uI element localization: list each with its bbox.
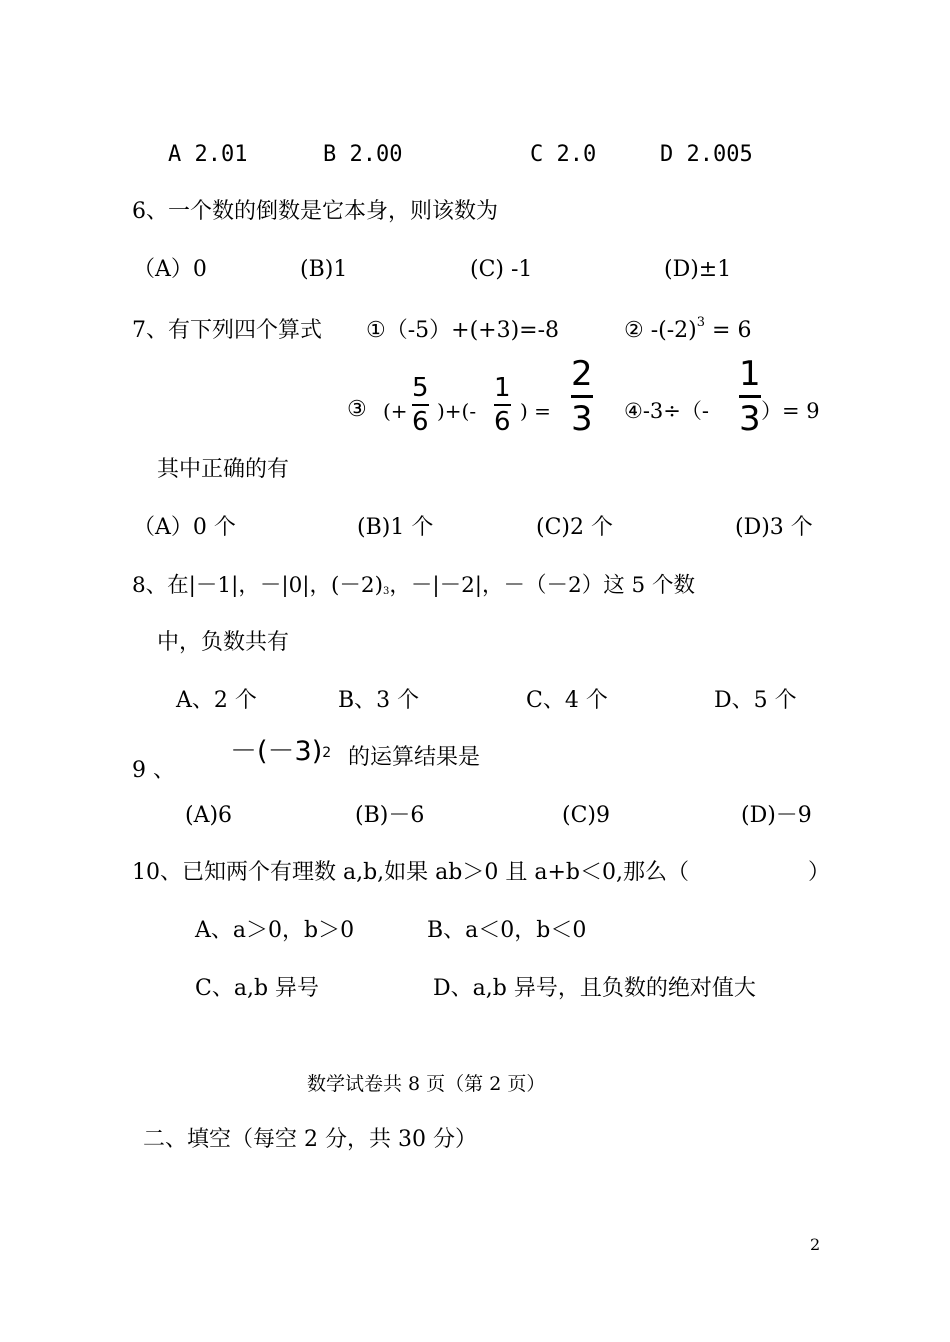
q8-option-c: C、4 个 — [526, 688, 608, 713]
q7-expression-3-label: ③ — [347, 397, 367, 422]
fraction-bar — [739, 395, 761, 398]
q8-option-a: A、2 个 — [176, 688, 257, 713]
q7-stem: 7、有下列四个算式 — [132, 318, 322, 343]
q10-close-paren: ） — [808, 860, 831, 885]
fraction-bar — [494, 404, 511, 406]
q6-option-b: (B)1 — [300, 257, 348, 282]
q7-expression-3-mid: )+(- — [437, 399, 477, 423]
q9-number: 9 、 — [132, 758, 175, 783]
q7-correct-label: 其中正确的有 — [157, 457, 290, 482]
q8-option-d: D、5 个 — [714, 688, 797, 713]
fraction-numerator: 5 — [412, 373, 429, 403]
q6-stem: 6、一个数的倒数是它本身，则该数为 — [132, 199, 498, 224]
q7-expression-3-open: (+ — [383, 399, 408, 423]
fraction-numerator: 2 — [571, 354, 593, 394]
q9-expression-base: －(－3) — [230, 736, 323, 767]
q10-option-b: B、a＜0，b＜0 — [427, 918, 587, 943]
q7-expression-2-result: = 6 — [705, 318, 752, 343]
q7-option-d: (D)3 个 — [735, 515, 813, 540]
q7-fraction-1-3 — [739, 356, 761, 437]
q7-expression-3-close: ) = — [520, 399, 551, 423]
q7-result-fraction-2-3 — [571, 356, 593, 437]
fraction-denominator: 3 — [739, 399, 761, 439]
q10-option-d: D、a,b 异号，且负数的绝对值大 — [433, 976, 756, 1001]
q6-option-d: (D)±1 — [664, 257, 732, 282]
q9-stem: 的运算结果是 — [348, 745, 481, 770]
q5-option-b: B 2.00 — [323, 142, 403, 167]
q9-option-d: (D)－9 — [741, 803, 812, 828]
q8-exponent: 3 — [382, 586, 390, 597]
q10-option-a: A、a＞0，b＞0 — [195, 918, 355, 943]
fraction-denominator: 3 — [571, 399, 593, 439]
q8-option-b: B、3 个 — [338, 688, 420, 713]
section-2-heading: 二、填空（每空 2 分，共 30 分） — [143, 1127, 477, 1152]
fraction-denominator: 6 — [412, 407, 429, 437]
q7-expression-1: ①（-5）+(+3)=-8 — [366, 318, 560, 343]
fraction-numerator: 1 — [739, 354, 761, 394]
q9-option-c: (C)9 — [562, 803, 610, 828]
q7-option-a: （A）0 个 — [133, 515, 236, 540]
fraction-bar — [571, 395, 593, 398]
q6-option-a: （A）0 — [133, 257, 207, 282]
q10-stem: 10、已知两个有理数 a,b,如果 ab＞0 且 a+b＜0,那么（ — [132, 860, 689, 885]
q7-fraction-1-6 — [494, 374, 511, 436]
q8-stem-part-2: ，－|－2|，－（－2）这 5 个数 — [389, 573, 696, 598]
q9-option-a: (A)6 — [185, 803, 233, 828]
q9-option-b: (B)－6 — [355, 803, 425, 828]
q7-expression-4-suffix: ）= 9 — [761, 399, 820, 423]
page-footer: 数学试卷共 8 页（第 2 页） — [307, 1073, 546, 1095]
q7-expression-2-base: ② -(-2) — [624, 318, 697, 343]
q7-option-c: (C)2 个 — [536, 515, 613, 540]
q9-expression — [230, 738, 331, 765]
q8-stem-part-1: 8、在|－1|，－|0|，(－2) — [132, 573, 383, 598]
fraction-bar — [412, 404, 429, 406]
q9-expression-exponent: 2 — [322, 745, 332, 761]
q8-stem — [132, 575, 695, 597]
q7-expression-2 — [624, 315, 752, 343]
fraction-numerator: 1 — [494, 373, 511, 403]
q7-option-b: (B)1 个 — [357, 515, 434, 540]
q10-option-c: C、a,b 异号 — [195, 976, 320, 1001]
q7-fraction-5-6 — [412, 374, 429, 436]
q6-option-c: (C) -1 — [470, 257, 533, 282]
q5-option-a: A 2.01 — [168, 142, 248, 167]
q5-option-d: D 2.005 — [660, 142, 753, 167]
q7-expression-2-exponent: 3 — [696, 315, 706, 330]
q8-stem-line-2: 中，负数共有 — [157, 630, 290, 655]
q5-option-c: C 2.0 — [530, 142, 597, 167]
q7-expression-4-prefix: ④-3÷（- — [624, 399, 709, 423]
fraction-denominator: 6 — [494, 407, 511, 437]
page-number: 2 — [810, 1235, 821, 1254]
